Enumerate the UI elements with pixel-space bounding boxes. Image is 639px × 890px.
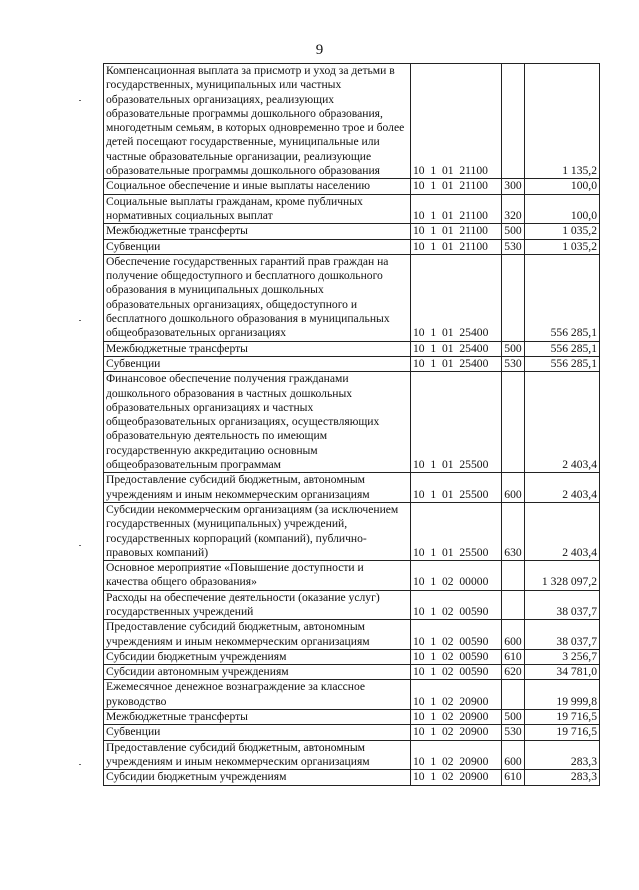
cell-amount: 19 716,5 [525,725,600,740]
cell-code: 10 1 02 00590 [411,590,502,620]
table-row [104,372,600,473]
cell-amount: 100,0 [525,194,600,224]
cell-code: 10 1 01 25500 [411,473,502,503]
cell-amount: 2 403,4 [525,502,600,560]
table-row [104,239,600,254]
cell-name: Предоставление субсидий бюджетным, автономным учреждениям и иным некоммерческим организациям [104,620,411,650]
cell-expense-type: 500 [502,710,525,725]
cell-amount: 2 403,4 [525,473,600,503]
cell-code: 10 1 01 21100 [411,179,502,194]
cell-code: 10 1 01 21100 [411,239,502,254]
cell-amount: 1 035,2 [525,224,600,239]
cell-expense-type: 610 [502,649,525,664]
cell-expense-type [502,590,525,620]
margin-mark [79,545,81,546]
cell-amount: 38 037,7 [525,620,600,650]
table-body [104,64,600,786]
table-row [104,473,600,503]
cell-code: 10 1 02 00590 [411,649,502,664]
cell-code: 10 1 02 00590 [411,665,502,680]
cell-expense-type [502,372,525,473]
cell-amount: 100,0 [525,179,600,194]
cell-code: 10 1 02 00590 [411,620,502,650]
cell-name: Расходы на обеспечение деятельности (оказание услуг) государственных учреждений [104,590,411,620]
cell-amount: 556 285,1 [525,356,600,371]
cell-code: 10 1 01 21100 [411,224,502,239]
table-row [104,254,600,341]
table-row [104,224,600,239]
cell-amount: 283,3 [525,740,600,770]
cell-name: Ежемесячное денежное вознаграждение за классное руководство [104,680,411,710]
cell-code: 10 1 01 25500 [411,372,502,473]
cell-name: Компенсационная выплата за присмотр и уход за детьми в государственных, муниципальных или частных образовательных организациях, реализующих образовательные программы дошкольного образования, многодетным семьям, в которых одновременно трое и более детей посещают государственные, муниципальные или частные образовательные организации, реализующие образовательные программы дошкольного образования [104,64,411,179]
cell-name: Субвенции [104,725,411,740]
cell-amount: 556 285,1 [525,254,600,341]
margin-mark [79,100,81,101]
table-row [104,680,600,710]
table-row [104,649,600,664]
cell-expense-type: 500 [502,224,525,239]
cell-code: 10 1 01 21100 [411,64,502,179]
cell-expense-type: 600 [502,620,525,650]
table-row [104,590,600,620]
table-row [104,194,600,224]
cell-name: Обеспечение государственных гарантий прав граждан на получение общедоступного и бесплатного дошкольного образования в муниципальных дошкольных образовательных организациях, общедоступного и бесплатного дошкольного образования в муниципальных общеобразовательных организациях [104,254,411,341]
cell-amount: 1 328 097,2 [525,561,600,591]
cell-amount: 283,3 [525,770,600,785]
budget-table [103,63,600,786]
cell-code: 10 1 01 25400 [411,254,502,341]
cell-code: 10 1 02 20900 [411,725,502,740]
cell-name: Межбюджетные трансферты [104,710,411,725]
table-row [104,725,600,740]
cell-code: 10 1 02 20900 [411,770,502,785]
cell-code: 10 1 01 25500 [411,502,502,560]
cell-expense-type: 320 [502,194,525,224]
cell-amount: 3 256,7 [525,649,600,664]
margin-mark [79,320,81,321]
margin-mark [79,764,81,765]
table-row [104,341,600,356]
cell-amount: 1 135,2 [525,64,600,179]
cell-name: Социальные выплаты гражданам, кроме публичных нормативных социальных выплат [104,194,411,224]
cell-name: Субвенции [104,239,411,254]
cell-expense-type [502,561,525,591]
cell-amount: 1 035,2 [525,239,600,254]
cell-expense-type: 600 [502,740,525,770]
cell-code: 10 1 01 21100 [411,194,502,224]
table-row [104,710,600,725]
cell-expense-type: 600 [502,473,525,503]
cell-name: Субсидии бюджетным учреждениям [104,649,411,664]
table-row [104,665,600,680]
cell-amount: 19 716,5 [525,710,600,725]
cell-expense-type: 500 [502,341,525,356]
cell-expense-type [502,254,525,341]
cell-name: Межбюджетные трансферты [104,224,411,239]
cell-code: 10 1 02 20900 [411,710,502,725]
cell-expense-type: 530 [502,725,525,740]
cell-expense-type: 530 [502,239,525,254]
cell-code: 10 1 02 20900 [411,680,502,710]
table-row [104,740,600,770]
table-row [104,502,600,560]
cell-expense-type: 300 [502,179,525,194]
cell-expense-type [502,680,525,710]
cell-code: 10 1 01 25400 [411,341,502,356]
cell-name: Субсидии некоммерческим организациям (за исключением государственных (муниципальных) учреждений, государственных корпораций (компаний), публично-правовых компаний) [104,502,411,560]
cell-name: Субвенции [104,356,411,371]
table-row [104,561,600,591]
table-row [104,620,600,650]
cell-code: 10 1 02 00000 [411,561,502,591]
cell-amount: 19 999,8 [525,680,600,710]
cell-name: Социальное обеспечение и иные выплаты населению [104,179,411,194]
table-row [104,64,600,179]
cell-name: Основное мероприятие «Повышение доступности и качества общего образования» [104,561,411,591]
cell-name: Предоставление субсидий бюджетным, автономным учреждениям и иным некоммерческим организациям [104,473,411,503]
cell-code: 10 1 02 20900 [411,740,502,770]
cell-expense-type: 530 [502,356,525,371]
cell-code: 10 1 01 25400 [411,356,502,371]
cell-name: Субсидии бюджетным учреждениям [104,770,411,785]
table-row [104,356,600,371]
cell-amount: 34 781,0 [525,665,600,680]
cell-expense-type: 610 [502,770,525,785]
cell-name: Межбюджетные трансферты [104,341,411,356]
cell-amount: 38 037,7 [525,590,600,620]
cell-name: Субсидии автономным учреждениям [104,665,411,680]
cell-name: Финансовое обеспечение получения гражданами дошкольного образования в частных дошкольных образовательных организациях и частных общеобразовательных организациях, осуществляющих образовательную деятельность по имеющим государственную аккредитацию основным общеобразовательным программам [104,372,411,473]
cell-expense-type: 630 [502,502,525,560]
cell-amount: 556 285,1 [525,341,600,356]
cell-amount: 2 403,4 [525,372,600,473]
cell-expense-type: 620 [502,665,525,680]
table-row [104,770,600,785]
table-row [104,179,600,194]
cell-expense-type [502,64,525,179]
page-number: 9 [315,42,324,58]
cell-name: Предоставление субсидий бюджетным, автономным учреждениям и иным некоммерческим организациям [104,740,411,770]
